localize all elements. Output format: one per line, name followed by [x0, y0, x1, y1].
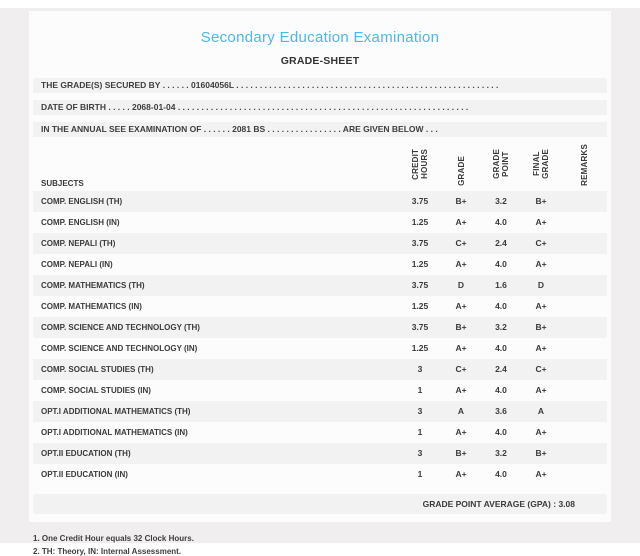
content-background — [0, 8, 640, 556]
subject-cell: OPT.II EDUCATION (IN) — [41, 469, 128, 479]
table-row — [33, 338, 607, 359]
note-line: 1. One Credit Hour equals 32 Clock Hours. — [33, 533, 194, 543]
table-row — [33, 443, 607, 464]
table-header-row — [33, 144, 607, 191]
grade-point-cell: 4.0 — [495, 301, 507, 312]
page-title: Secondary Education Examination — [200, 29, 440, 46]
credit-hours-cell: 3.75 — [411, 322, 429, 333]
remarks-cell — [561, 275, 607, 296]
remarks-cell — [561, 338, 607, 359]
grade-point-cell: 1.6 — [495, 280, 507, 291]
remarks-cell — [561, 296, 607, 317]
grade-point-column-header — [481, 144, 521, 191]
subject-cell: COMP. MATHEMATICS (TH) — [41, 280, 145, 290]
subject-cell: OPT.I ADDITIONAL MATHEMATICS (IN) — [41, 427, 188, 437]
credit-hours-cell: 3.75 — [411, 238, 429, 249]
grade-point-cell: 3.6 — [495, 406, 507, 417]
final-grade-cell: A+ — [535, 259, 547, 270]
remarks-cell — [561, 212, 607, 233]
grade-cell: C+ — [455, 238, 467, 249]
grade-cell: D — [457, 280, 465, 291]
grade-cell: A+ — [455, 301, 467, 312]
final-grade-cell: A+ — [535, 301, 547, 312]
subject-cell: COMP. NEPALI (TH) — [41, 238, 116, 248]
grade-cell: A+ — [455, 427, 467, 438]
grade-point-cell: 3.2 — [495, 196, 507, 207]
final-grade-cell: A+ — [535, 469, 547, 480]
credit-hours-cell: 1.25 — [411, 259, 429, 270]
table-row — [33, 317, 607, 338]
subject-cell: COMP. ENGLISH (TH) — [41, 196, 123, 206]
table-body — [33, 191, 607, 485]
credit-hours-cell: 1 — [417, 427, 423, 438]
grade-cell: A+ — [455, 217, 467, 228]
credit-hours-label: CREDIT HOURS — [411, 148, 429, 180]
final-grade-cell: A — [537, 406, 545, 417]
subject-cell: COMP. SOCIAL STUDIES (IN) — [41, 385, 151, 395]
credit-hours-cell: 3.75 — [411, 196, 429, 207]
final-grade-cell: C+ — [535, 238, 547, 249]
remarks-cell — [561, 464, 607, 485]
subject-cell: COMP. MATHEMATICS (IN) — [41, 301, 142, 311]
table-row — [33, 296, 607, 317]
remarks-cell — [561, 254, 607, 275]
final-grade-label: FINAL GRADE — [532, 148, 550, 179]
grade-point-cell: 4.0 — [495, 427, 507, 438]
subjects-column-header: SUBJECTS — [41, 178, 84, 188]
credit-hours-column-header — [399, 144, 441, 191]
final-grade-cell: A+ — [535, 343, 547, 354]
grade-sheet-heading: GRADE-SHEET — [280, 55, 360, 67]
subject-cell: COMP. NEPALI (IN) — [41, 259, 113, 269]
notes — [33, 534, 607, 556]
credit-hours-cell: 1 — [417, 385, 423, 396]
remarks-cell — [561, 380, 607, 401]
grade-cell: A+ — [455, 343, 467, 354]
grade-point-cell: 4.0 — [495, 343, 507, 354]
remarks-cell — [561, 191, 607, 212]
grade-column-header — [441, 144, 481, 191]
table-row — [33, 380, 607, 401]
final-grade-cell: B+ — [535, 196, 547, 207]
credit-hours-cell: 1.25 — [411, 343, 429, 354]
subject-cell: COMP. SCIENCE AND TECHNOLOGY (TH) — [41, 322, 200, 332]
table-row — [33, 401, 607, 422]
grade-cell: A+ — [455, 385, 467, 396]
credit-hours-cell: 3 — [417, 406, 423, 417]
grade-cell: B+ — [455, 322, 467, 333]
credit-hours-cell: 1.25 — [411, 217, 429, 228]
grade-cell: B+ — [455, 448, 467, 459]
grade-cell: B+ — [455, 196, 467, 207]
subject-cell: COMP. SCIENCE AND TECHNOLOGY (IN) — [41, 343, 198, 353]
grade-sheet-card — [29, 11, 611, 522]
table-row — [33, 464, 607, 485]
grade-label: GRADE — [456, 155, 466, 186]
final-grade-cell: C+ — [535, 364, 547, 375]
grade-point-cell: 2.4 — [495, 364, 507, 375]
final-grade-cell: D — [537, 280, 545, 291]
grade-point-cell: 3.2 — [495, 448, 507, 459]
candidate-info — [33, 78, 607, 137]
remarks-cell — [561, 401, 607, 422]
table-row — [33, 233, 607, 254]
remarks-cell — [561, 233, 607, 254]
table-row — [33, 212, 607, 233]
remarks-label: REMARKS — [579, 144, 589, 186]
grade-point-label: GRADE POINT — [492, 148, 510, 179]
remarks-cell — [561, 359, 607, 380]
subject-cell: OPT.II EDUCATION (TH) — [41, 448, 131, 458]
gpa-row — [33, 494, 607, 514]
exam-year-line: IN THE ANNUAL SEE EXAMINATION OF . . . . . . 2081 BS . . . . . . . . . . . . . . . . ARE GIVEN BELOW . . . — [33, 122, 607, 137]
remarks-cell — [561, 443, 607, 464]
table-row — [33, 191, 607, 212]
remarks-column-header — [561, 144, 607, 191]
final-grade-cell: B+ — [535, 322, 547, 333]
date-of-birth-line: DATE OF BIRTH . . . . . 2068-01-04 . . . . . . . . . . . . . . . . . . . . . . . . . . . . . . . . . . . . . . . . . . . . . . . . . . . . . . . . . . . . . . — [33, 100, 607, 115]
table-row — [33, 275, 607, 296]
table-row — [33, 359, 607, 380]
grade-cell: C+ — [455, 364, 467, 375]
grade-cell: A+ — [455, 469, 467, 480]
grade-point-cell: 4.0 — [495, 217, 507, 228]
grade-cell: A — [457, 406, 465, 417]
final-grade-cell: A+ — [535, 217, 547, 228]
grade-cell: A+ — [455, 259, 467, 270]
final-grade-cell: A+ — [535, 385, 547, 396]
credit-hours-cell: 3.75 — [411, 280, 429, 291]
table-row — [33, 254, 607, 275]
credit-hours-cell: 1 — [417, 469, 423, 480]
credit-hours-cell: 3 — [417, 364, 423, 375]
credit-hours-cell: 1.25 — [411, 301, 429, 312]
note-line: 2. TH: Theory, IN: Internal Assessment. — [33, 546, 182, 556]
gpa-value: 3.08 — [558, 498, 575, 509]
grade-point-cell: 2.4 — [495, 238, 507, 249]
final-grade-column-header — [521, 144, 561, 191]
gpa-label: GRADE POINT AVERAGE (GPA) : — [422, 498, 557, 509]
remarks-cell — [561, 422, 607, 443]
credit-hours-cell: 3 — [417, 448, 423, 459]
subject-cell: OPT.I ADDITIONAL MATHEMATICS (TH) — [41, 406, 191, 416]
grades-table — [33, 144, 607, 485]
table-row — [33, 422, 607, 443]
final-grade-cell: A+ — [535, 427, 547, 438]
subject-cell: COMP. SOCIAL STUDIES (TH) — [41, 364, 154, 374]
candidate-id-line: THE GRADE(S) SECURED BY . . . . . . 01604056L . . . . . . . . . . . . . . . . . . . . . . . . . . . . . . . . . . . . . . . . . . . . . . . . . . . . . . . . — [33, 78, 607, 93]
subject-cell: COMP. ENGLISH (IN) — [41, 217, 120, 227]
final-grade-cell: B+ — [535, 448, 547, 459]
grade-point-cell: 4.0 — [495, 469, 507, 480]
grade-point-cell: 4.0 — [495, 259, 507, 270]
remarks-cell — [561, 317, 607, 338]
grade-point-cell: 4.0 — [495, 385, 507, 396]
grade-point-cell: 3.2 — [495, 322, 507, 333]
